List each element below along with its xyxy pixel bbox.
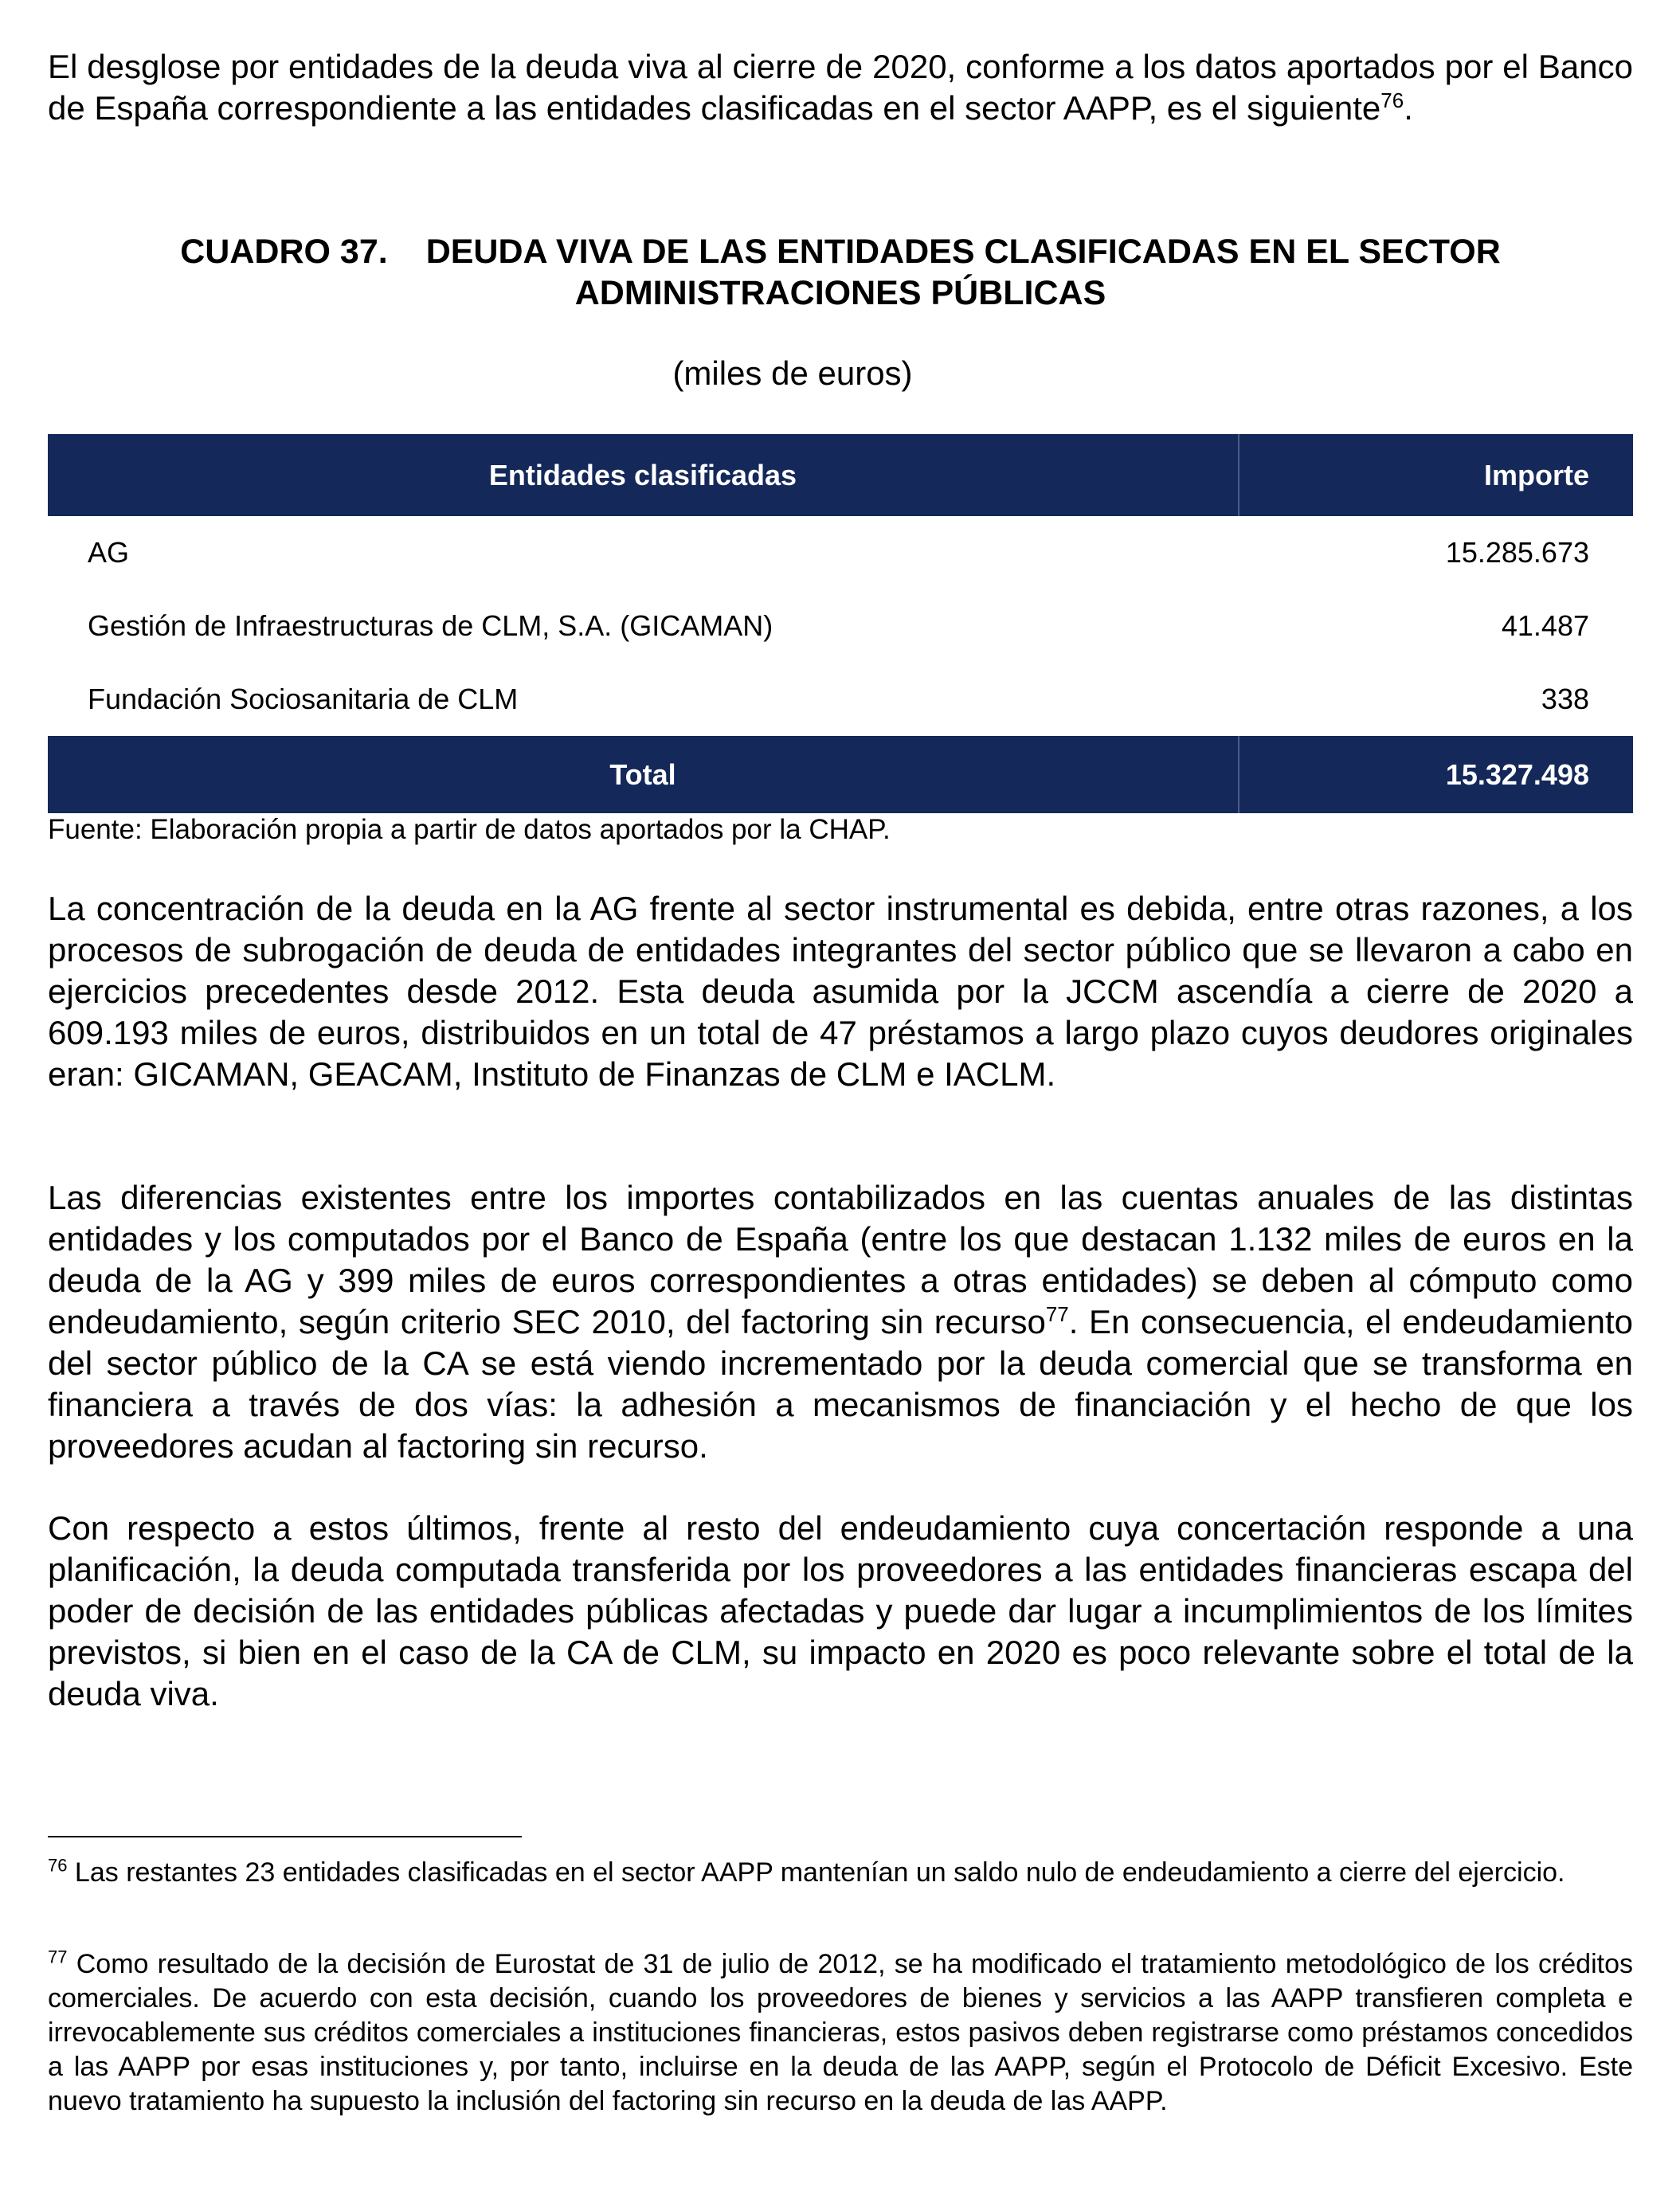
paragraph-differences	[48, 1177, 1633, 1467]
footnote-text: Las restantes 23 entidades clasificadas en el sector AAPP mantenían un saldo nulo de endeudamiento a cierre del ejercicio.	[67, 1857, 1565, 1888]
table-row	[48, 516, 1633, 589]
footnote-77	[48, 1947, 1633, 2119]
entity-cell: AG	[88, 536, 130, 569]
intro-paragraph	[48, 46, 1633, 129]
table-title	[48, 231, 1633, 314]
total-amount: 15.327.498	[1239, 736, 1633, 813]
table-header-row	[48, 434, 1633, 516]
amount-cell: 338	[1541, 683, 1589, 715]
column-header-amount: Importe	[1239, 434, 1633, 516]
table-source: Fuente: Elaboración propia a partir de datos aportados por la CHAP.	[48, 814, 891, 845]
paragraph-concentration: La concentración de la deuda en la AG frente al sector instrumental es debida, entre otras razones, a los procesos de subrogación de deuda de entidades integrantes del sector público que se llevaron a cabo en ejercicios precedentes desde 2012. Esta deuda asumida por la JCCM ascendía a cierre de 2020 a 609.193 miles de euros, distribuidos en un total de 47 préstamos a largo plazo cuyos deudores originales eran: GICAMAN, GEACAM, Instituto de Finanzas de CLM e IACLM.	[48, 890, 1633, 1093]
total-label: Total	[48, 736, 1239, 813]
footnote-text: Como resultado de la decisión de Eurostat de 31 de julio de 2012, se ha modificado el tratamiento metodológico de los créditos comerciales. De acuerdo con esta decisión, cuando los proveedores de bienes y servicios a las AAPP transfieren completa e irrevocablemente sus créditos comerciales a instituciones financieras, estos pasivos deben registrarse como préstamos concedidos a las AAPP por esas instituciones y, por tanto, incluirse en la deuda de las AAPP, según el Protocolo de Déficit Excesivo. Este nuevo tratamiento ha supuesto la inclusión del factoring sin recurso en la deuda de las AAPP.	[48, 1949, 1633, 2116]
table-number: CUADRO 37.	[180, 233, 388, 271]
debt-table	[48, 434, 1633, 813]
table-units: (miles de euros)	[672, 354, 913, 392]
intro-end: .	[1404, 89, 1413, 127]
amount-cell: 15.285.673	[1445, 536, 1589, 569]
entity-cell: Fundación Sociosanitaria de CLM	[88, 683, 519, 715]
table-row	[48, 663, 1633, 736]
table-row	[48, 589, 1633, 663]
column-header-entity: Entidades clasificadas	[48, 434, 1239, 516]
paragraph-differences-text-cont: . En consecuencia, el endeudamiento del sector público de la CA se está viendo incrementado por la deuda comercial que se transforma en financiera a través de dos vías: la adhesión a mecanismos de financiación y el hecho de que los proveedores acudan al factoring sin recurso.	[48, 1303, 1633, 1465]
paragraph-differences-text: Las diferencias existentes entre los importes contabilizados en las cuentas anuales de las distintas entidades y los computados por el Banco de España (entre los que destacan 1.132 miles de euros en la deuda de la AG y 399 miles de euros correspondientes a otras entidades) se deben al cómputo como endeudamiento, según criterio SEC 2010, del factoring sin recurso	[48, 1179, 1633, 1340]
table-title-text-1: DEUDA VIVA DE LAS ENTIDADES CLASIFICADAS EN EL SECTOR	[425, 233, 1501, 271]
footnote-ref-77[interactable]: 77	[1045, 1302, 1069, 1326]
footnote-number: 77	[48, 1947, 68, 1967]
footnote-divider	[48, 1836, 522, 1837]
paragraph-factoring: Con respecto a estos últimos, frente al resto del endeudamiento cuya concertación responde a una planificación, la deuda computada transferida por los proveedores a las entidades financieras escapa del poder de decisión de las entidades públicas afectadas y puede dar lugar a incumplimientos de los límites previstos, si bien en el caso de la CA de CLM, su impacto en 2020 es poco relevante sobre el total de la deuda viva.	[48, 1509, 1633, 1712]
table-title-line2: ADMINISTRACIONES PÚBLICAS	[574, 274, 1106, 312]
table-title-line1	[48, 231, 1633, 272]
intro-text: El desglose por entidades de la deuda viva al cierre de 2020, conforme a los datos aportados por el Banco de España correspondiente a las entidades clasificadas en el sector AAPP, es el siguiente	[48, 48, 1633, 127]
footnote-ref-76[interactable]: 76	[1380, 88, 1404, 112]
footnote-76	[48, 1856, 1633, 1890]
amount-cell: 41.487	[1501, 609, 1589, 642]
table-total-row	[48, 736, 1633, 813]
footnote-number: 76	[48, 1855, 68, 1876]
entity-cell: Gestión de Infraestructuras de CLM, S.A. (GICAMAN)	[88, 609, 773, 642]
